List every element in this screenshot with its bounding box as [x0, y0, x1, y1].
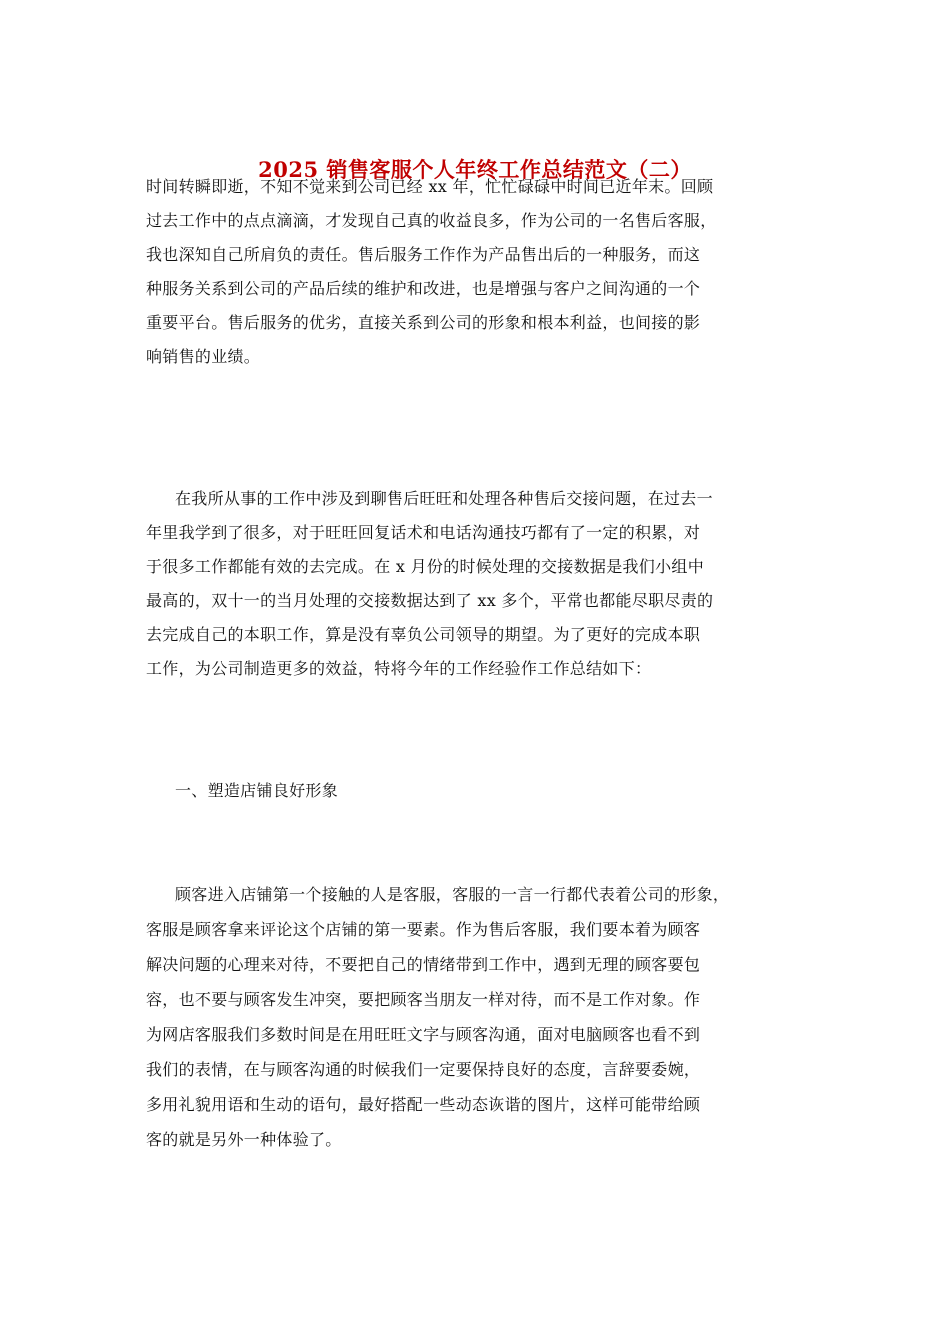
- section-heading: 一、塑造店铺良好形象: [175, 781, 339, 800]
- paragraph-3-line: 客服是顾客拿来评论这个店铺的第一要素。作为售后客服，我们要本着为顾客: [146, 920, 701, 939]
- paragraph-3-line: 解决问题的心理来对待，不要把自己的情绪带到工作中，遇到无理的顾客要包: [146, 955, 701, 974]
- paragraph-3-line: 顾客进入店铺第一个接触的人是客服，客服的一言一行都代表着公司的形象，: [175, 885, 730, 904]
- paragraph-1-line: 重要平台。售后服务的优劣，直接关系到公司的形象和根本利益，也间接的影: [146, 313, 701, 332]
- paragraph-1-line: 时间转瞬即逝，不知不觉来到公司已经 xx 年，忙忙碌碌中时间已近年末。回顾: [146, 177, 714, 196]
- paragraph-3-line: 我们的表情，在与顾客沟通的时候我们一定要保持良好的态度，言辞要委婉，: [146, 1060, 701, 1079]
- paragraph-3-line: 容，也不要与顾客发生冲突，要把顾客当朋友一样对待，而不是工作对象。作: [146, 990, 701, 1009]
- paragraph-2-line: 年里我学到了很多，对于旺旺回复话术和电话沟通技巧都有了一定的积累，对: [146, 523, 701, 542]
- paragraph-1-line: 响销售的业绩。: [146, 347, 261, 366]
- paragraph-1-line: 过去工作中的点点滴滴，才发现自己真的收益良多，作为公司的一名售后客服，: [146, 211, 717, 230]
- paragraph-3-line: 客的就是另外一种体验了。: [146, 1130, 342, 1149]
- paragraph-2-line: 于很多工作都能有效的去完成。在 x 月份的时候处理的交接数据是我们小组中: [146, 557, 704, 576]
- paragraph-2-line: 工作，为公司制造更多的效益，特将今年的工作经验作工作总结如下：: [146, 659, 652, 678]
- document-title: 2025 销售客服个人年终工作总结范文（二）: [258, 157, 692, 182]
- paragraph-3-line: 为网店客服我们多数时间是在用旺旺文字与顾客沟通，面对电脑顾客也看不到: [146, 1025, 701, 1044]
- paragraph-1-line: 我也深知自己所肩负的责任。售后服务工作作为产品售出后的一种服务，而这: [146, 245, 701, 264]
- paragraph-1-line: 种服务关系到公司的产品后续的维护和改进，也是增强与客户之间沟通的一个: [146, 279, 701, 298]
- paragraph-3-line: 多用礼貌用语和生动的语句，最好搭配一些动态诙谐的图片，这样可能带给顾: [146, 1095, 701, 1114]
- paragraph-2-line: 最高的，双十一的当月处理的交接数据达到了 xx 多个，平常也都能尽职尽责的: [146, 591, 714, 610]
- paragraph-2-line: 去完成自己的本职工作，算是没有辜负公司领导的期望。为了更好的完成本职: [146, 625, 701, 644]
- paragraph-2-line: 在我所从事的工作中涉及到聊售后旺旺和处理各种售后交接问题，在过去一: [175, 489, 713, 508]
